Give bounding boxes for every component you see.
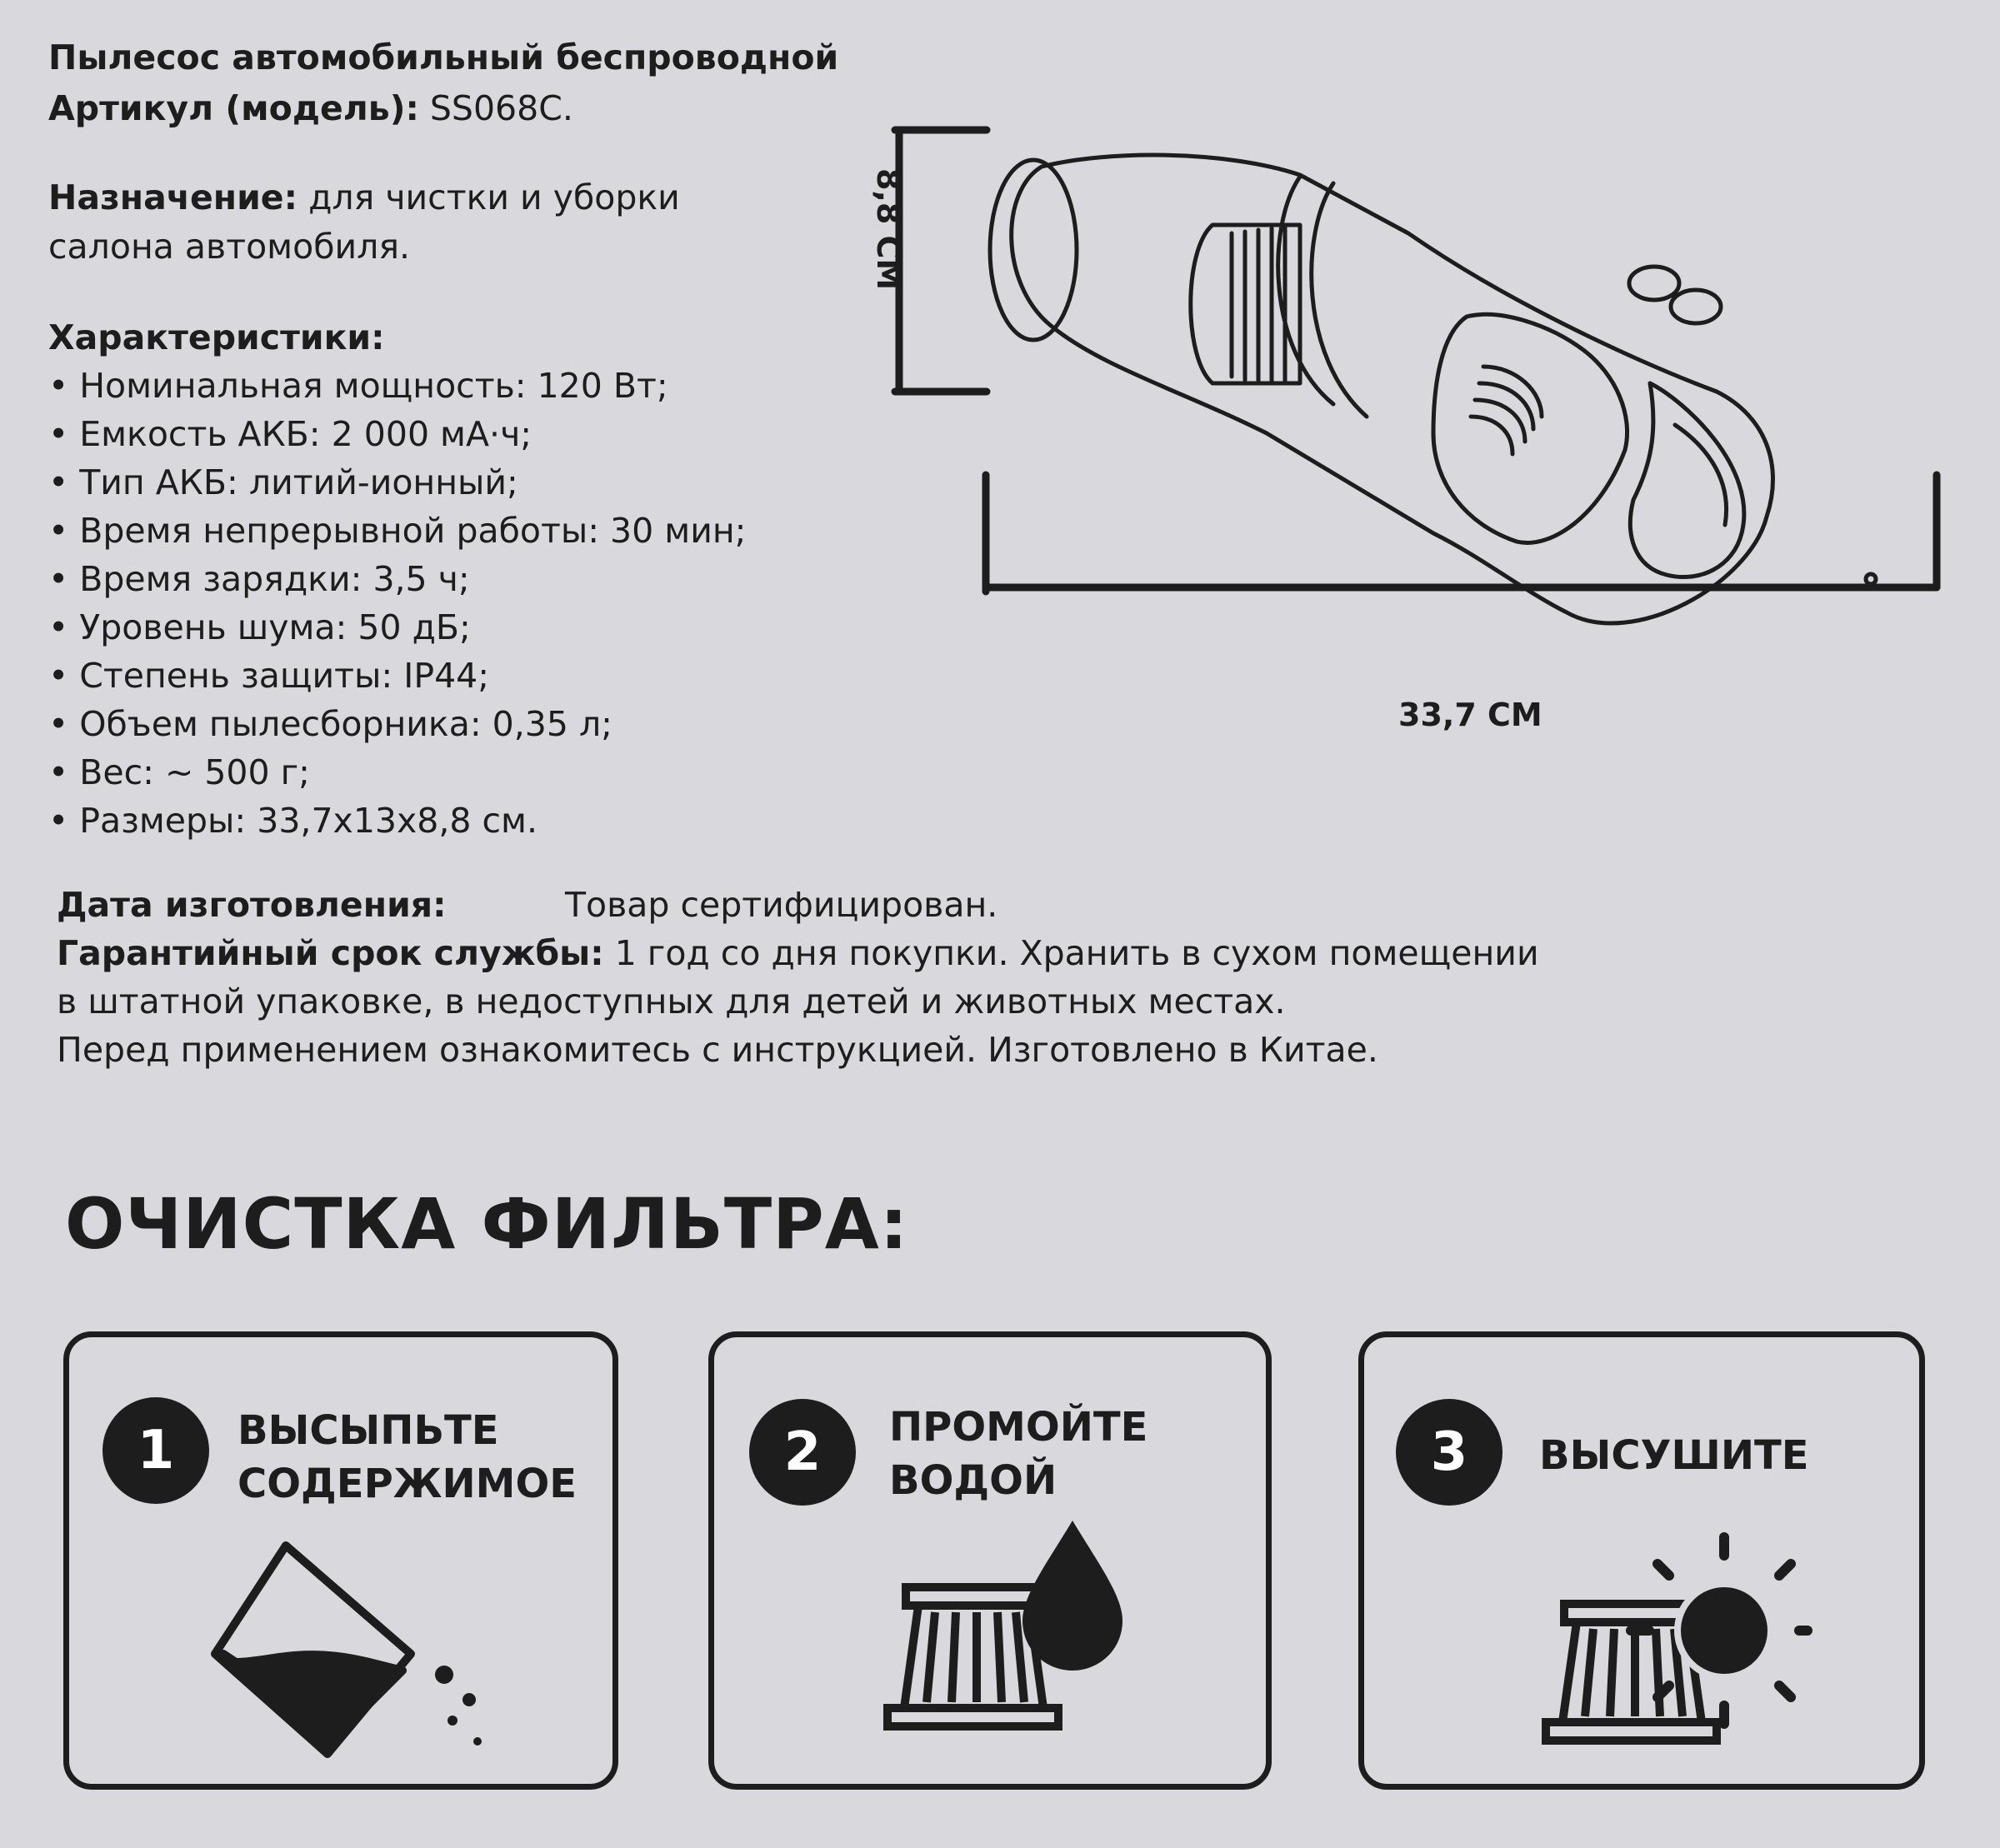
spec-item: • Размеры: 33,7х13х8,8 см. (48, 801, 538, 841)
step-card-2 (708, 1331, 1272, 1790)
length-label: 33,7 СМ (1398, 697, 1542, 733)
article-line (48, 84, 573, 132)
specs-list (48, 362, 746, 845)
product-title: Пылесос автомобильный беспроводной (48, 37, 839, 77)
warranty-line (57, 929, 1539, 977)
height-label: 8,8 СМ (870, 168, 907, 291)
spec-item: • Емкость АКБ: 2 000 мА·ч; (48, 414, 532, 454)
step-text-3: ВЫСУШИТЕ (1539, 1432, 1809, 1479)
step-text-1: ВЫСЫПЬТЕ СОДЕРЖИМОЕ (238, 1407, 578, 1507)
purpose-line-1 (48, 173, 680, 222)
purpose-text-2: салона автомобиля. (48, 227, 411, 267)
step-number-1: 1 (102, 1397, 209, 1504)
spec-item: • Степень защиты: IP44; (48, 656, 490, 696)
step-number-2: 2 (749, 1399, 856, 1506)
vacuum-drawing (833, 117, 2000, 750)
article-value: SS068C. (429, 88, 573, 128)
height-dimension (895, 130, 987, 392)
pour-cup-icon (202, 1529, 502, 1779)
length-dimension (986, 475, 1937, 592)
purpose-label: Назначение: (48, 177, 298, 217)
spec-item: • Время зарядки: 3,5 ч; (48, 559, 470, 599)
date-label: Дата изготовления: (57, 885, 447, 925)
instruction-text: Перед применением ознакомитесь с инструкцией. Изготовлено в Китае. (57, 1030, 1378, 1070)
purpose-text-1: для чистки и уборки (308, 177, 680, 217)
step-number-3: 3 (1396, 1399, 1502, 1506)
vacuum-body (990, 155, 1876, 623)
spec-item: • Тип АКБ: литий-ионный; (48, 462, 518, 502)
specs-heading: Характеристики: (48, 317, 385, 357)
spec-item: • Уровень шума: 50 дБ; (48, 607, 471, 647)
filter-section-title: ОЧИСТКА ФИЛЬТРА: (65, 1183, 909, 1265)
certified-text: Товар сертифицирован. (565, 885, 998, 925)
spec-item: • Вес: ~ 500 г; (48, 752, 310, 792)
warranty-label: Гарантийный срок службы: (57, 933, 604, 973)
step-text-2: ПРОМОЙТЕ ВОДОЙ (889, 1404, 1148, 1504)
spec-item: • Время непрерывной работы: 30 мин; (48, 511, 747, 551)
storage-text: в штатной упаковке, в недоступных для детей и животных местах. (57, 981, 1286, 1021)
spec-item: • Объем пылесборника: 0,35 л; (48, 704, 613, 744)
filter-water-icon (881, 1504, 1131, 1754)
step-card-3 (1358, 1331, 1925, 1790)
article-label: Артикул (модель): (48, 88, 419, 128)
filter-sun-icon (1539, 1504, 1814, 1762)
spec-item: • Номинальная мощность: 120 Вт; (48, 366, 668, 406)
warranty-value: 1 год со дня покупки. Хранить в сухом помещении (614, 933, 1539, 973)
step-card-1 (63, 1331, 618, 1790)
